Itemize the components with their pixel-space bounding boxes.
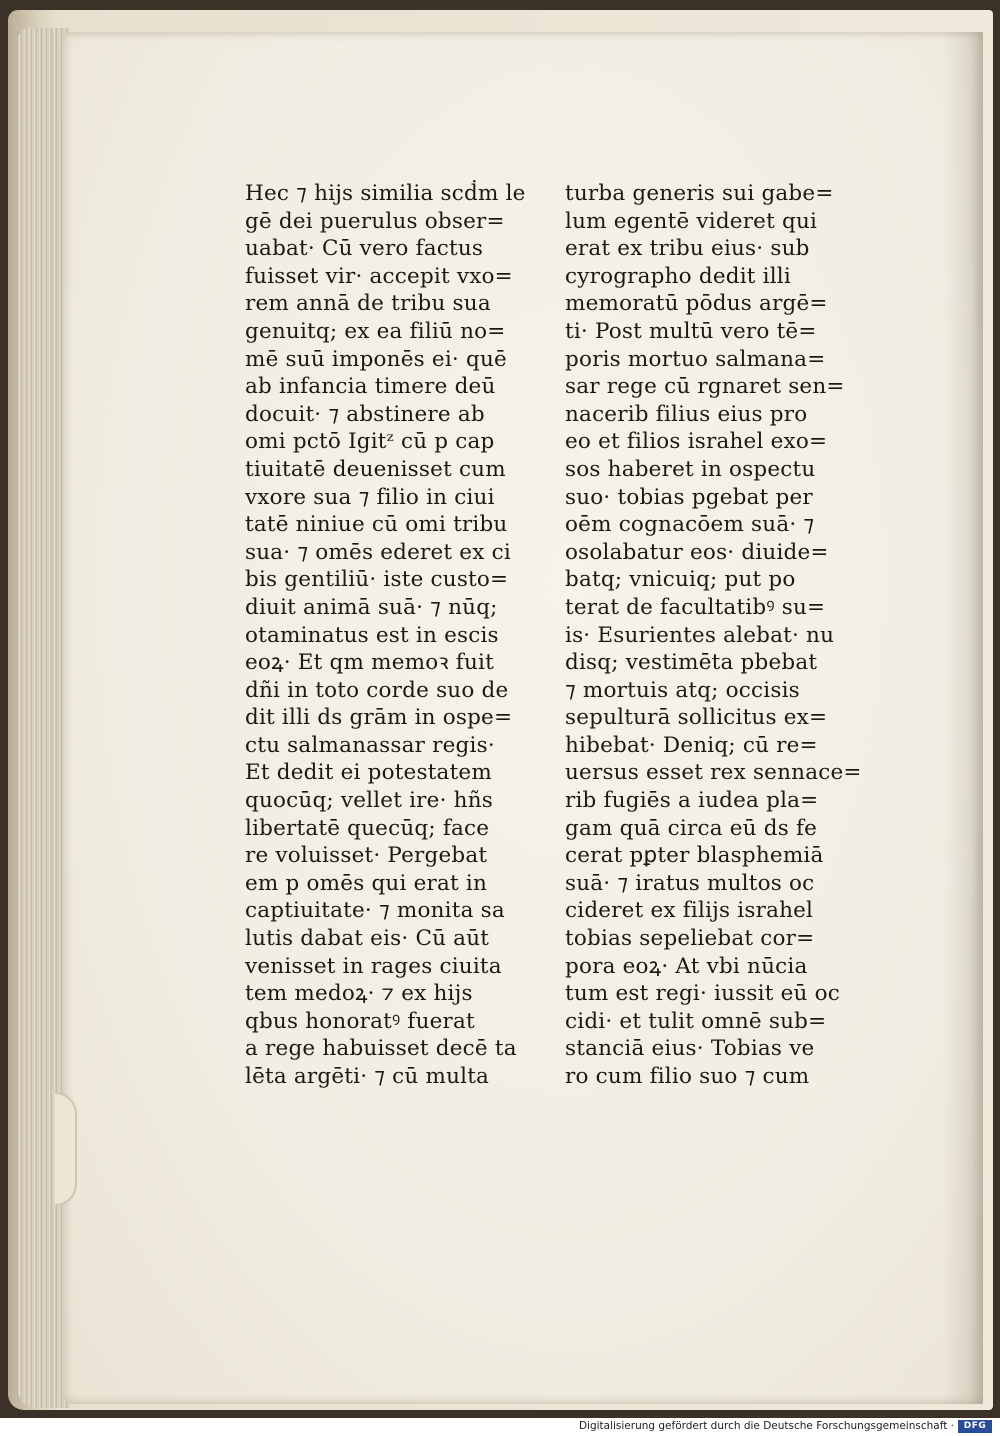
text-line: is· Esurientes alebat· nu bbox=[565, 622, 835, 648]
text-line: venisset in rages ciuita bbox=[245, 953, 502, 979]
text-line: libertatē quecūq; face bbox=[245, 815, 490, 841]
text-line: lum egentē videret qui bbox=[565, 208, 818, 234]
text-line: tum est regi· iussit eū oc bbox=[565, 981, 840, 1007]
text-line: cideret ex filijs israhel bbox=[565, 898, 814, 924]
text-line: Et dedit ei potestatem bbox=[245, 760, 492, 786]
text-line: nacerib filius eius pro bbox=[565, 401, 808, 427]
text-line: ⁊ mortuis atq; occisis bbox=[565, 677, 800, 703]
text-line: sos haberet in ospectu bbox=[565, 456, 816, 482]
text-line: ti· Post multū vero tē= bbox=[565, 318, 817, 344]
text-line: diuit animā suā· ⁊ nūq; bbox=[245, 594, 498, 620]
gutter-shadow bbox=[943, 32, 983, 1404]
text-line: hibebat· Deniq; cū re= bbox=[565, 732, 818, 758]
text-line: docuit· ⁊ abstinere ab bbox=[245, 401, 485, 427]
text-line: uabat· Cū vero factus bbox=[245, 236, 484, 262]
text-line: disq; vestimēta pbebat bbox=[565, 650, 818, 676]
text-line: rib fugiēs a iudea pla= bbox=[565, 788, 819, 814]
text-line: erat ex tribu eius· sub bbox=[565, 236, 810, 262]
text-line: rem annā de tribu sua bbox=[245, 291, 491, 317]
text-line: fuisset vir· accepit vxo= bbox=[245, 263, 513, 289]
text-line: lēta argēti· ⁊ cū multa bbox=[245, 1064, 490, 1089]
text-line: oēm cognacōem suā· ⁊ bbox=[565, 512, 815, 538]
text-line: sar rege cū rgnaret sen= bbox=[565, 374, 845, 400]
text-line: dñi in toto corde suo de bbox=[245, 677, 509, 703]
text-line: poris mortuo salmana= bbox=[565, 346, 826, 372]
text-line: omi pctō Igitᶻ cū p cap bbox=[245, 429, 495, 455]
text-line: eoꝝ· Et qm memoꝛ fuit bbox=[245, 650, 494, 676]
footer-bar bbox=[0, 1418, 1000, 1436]
text-line: genuitq; ex ea filiū no= bbox=[245, 318, 506, 344]
dfg-logo: DFG bbox=[958, 1420, 992, 1433]
text-line: turba generis sui gabe= bbox=[565, 181, 834, 206]
text-line: stanciā eius· Tobias ve bbox=[565, 1036, 815, 1062]
text-line: Hec ⁊ hijs similia scḋm le bbox=[245, 181, 526, 206]
text-line: eo et filios israhel exo= bbox=[565, 429, 828, 455]
left-text-column bbox=[245, 180, 530, 1091]
text-line: ctu salmanassar regis· bbox=[245, 732, 495, 758]
text-line: otaminatus est in escis bbox=[245, 622, 499, 648]
text-line: bis gentiliū· iste custo= bbox=[245, 567, 509, 593]
text-line: captiuitate· ⁊ monita sa bbox=[245, 898, 505, 924]
text-line: sepulturā sollicitus ex= bbox=[565, 705, 828, 731]
text-line: quocūq; vellet ire· hñs bbox=[245, 788, 493, 814]
text-line: suo· tobias pgebat per bbox=[565, 484, 813, 510]
text-line: gē dei puerulus obser= bbox=[245, 208, 505, 234]
text-line: cyrographo dedit illi bbox=[565, 263, 791, 289]
text-line: osolabatur eos· diuide= bbox=[565, 539, 829, 565]
text-line: ro cum filio suo ⁊ cum bbox=[565, 1064, 810, 1089]
text-line: memoratū pōdus argē= bbox=[565, 291, 828, 317]
text-line: em p omēs qui erat in bbox=[245, 870, 488, 896]
text-line: gam quā circa eū ds fe bbox=[565, 815, 818, 841]
text-line: cidi· et tulit omnē sub= bbox=[565, 1008, 827, 1034]
text-line: cerat pꝑter blasphemiā bbox=[565, 843, 824, 869]
text-line: lutis dabat eis· Cū aūt bbox=[245, 926, 490, 952]
text-line: ab infancia timere deū bbox=[245, 374, 496, 400]
text-line: tatē niniue cū omi tribu bbox=[245, 512, 508, 538]
text-line: re voluisset· Pergebat bbox=[245, 843, 488, 869]
text-line: tobias sepeliebat cor= bbox=[565, 926, 815, 952]
text-line: terat de facultatibꝰ su= bbox=[565, 594, 826, 620]
right-text-column bbox=[565, 180, 862, 1091]
text-line: pora eoꝝ· At vbi nūcia bbox=[565, 953, 808, 979]
text-line: vxore sua ⁊ filio in ciui bbox=[245, 484, 495, 510]
text-line: tiuitatē deuenisset cum bbox=[245, 456, 506, 482]
text-line: suā· ⁊ iratus multos oc bbox=[565, 870, 815, 896]
page-notch bbox=[55, 1092, 77, 1206]
text-line: uersus esset rex sennace= bbox=[565, 760, 862, 786]
text-line: qbus honoratꝰ fuerat bbox=[245, 1008, 475, 1034]
text-line: a rege habuisset decē ta bbox=[245, 1036, 517, 1062]
text-line: sua· ⁊ omēs ederet ex ci bbox=[245, 539, 511, 565]
text-line: dit illi ds grām in ospe= bbox=[245, 705, 513, 731]
digitization-credit: Digitalisierung gefördert durch die Deutsche Forschungsgemeinschaft · bbox=[578, 1420, 954, 1432]
text-line: mē suū imponēs ei· quē bbox=[245, 346, 507, 372]
text-line: tem medoꝝ· ⁊ ex hijs bbox=[245, 981, 473, 1007]
text-line: batq; vnicuiq; put po bbox=[565, 567, 796, 593]
